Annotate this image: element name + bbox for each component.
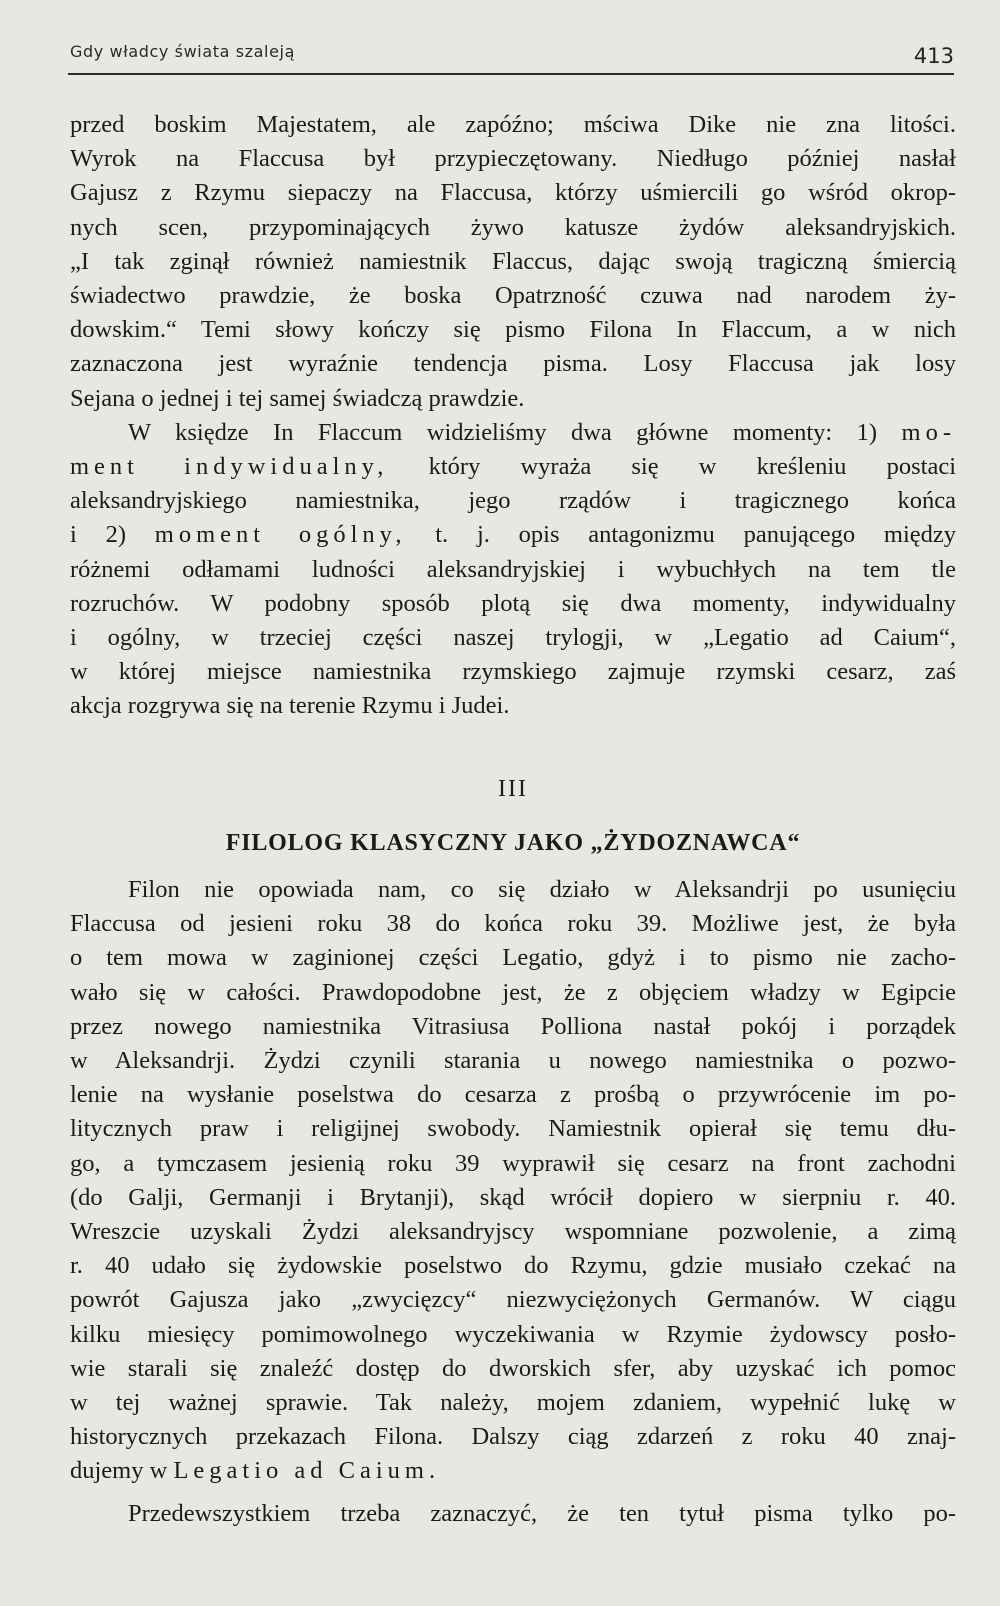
section-title: FILOLOG KLASYCZNY JAKO „ŻYDOZNAWCA“ <box>225 830 801 856</box>
spaced-text: moment ogólny, <box>154 521 407 549</box>
text-line: wało się w całości. Prawdopodobne jest, że z objęciem władzy w Egipcie <box>70 978 956 1006</box>
text-line: litycznych praw i religijnej swobody. Namiestnik opierał się temu dłu- <box>70 1115 956 1143</box>
text-line: kilku miesięcy pomimowolnego wyczekiwania w Rzymie żydowscy posło- <box>70 1320 956 1348</box>
text-line: o tem mowa w zaginionej części Legatio, gdyż i to pismo nie zacho- <box>70 944 956 972</box>
text-line: Wreszcie uzyskali Żydzi aleksandryjscy wspomniane pozwolenie, a zimą <box>70 1218 956 1246</box>
text-line: powrót Gajusza jako „zwycięzcy“ niezwyciężonych Germanów. W ciągu <box>70 1286 956 1314</box>
text-line: nych scen, przypominających żywo katusze żydów aleksandryjskich. <box>70 213 956 241</box>
text-line: w tej ważnej sprawie. Tak należy, mojem zdaniem, wypełnić lukę w <box>70 1389 956 1417</box>
text-line: Gajusz z Rzymu siepaczy na Flaccusa, którzy uśmiercili go wśród okrop- <box>70 179 956 207</box>
text-line: w Aleksandrji. Żydzi czynili starania u nowego namiestnika o pozwo- <box>70 1047 956 1075</box>
header-rule <box>68 73 954 75</box>
text-line: r. 40 udało się żydowskie poselstwo do Rzymu, gdzie musiało czekać na <box>70 1252 956 1280</box>
text-line: Flaccusa od jesieni roku 38 do końca roku 39. Możliwe jest, że była <box>70 910 956 938</box>
text-line: wie starali się znaleźć dostęp do dworskich sfer, aby uzyskać ich pomoc <box>70 1354 956 1382</box>
text-line: „I tak zginął również namiestnik Flaccus, dając swoją tragiczną śmiercią <box>70 247 956 275</box>
text-line <box>70 1454 956 1488</box>
text-run: t. j. opis antagonizmu panującego między <box>435 521 957 549</box>
text-line: Filon nie opowiada nam, co się działo w Aleksandrji po usunięciu <box>128 876 956 903</box>
text-line: historycznych przekazach Filona. Dalszy ciąg zdarzeń z roku 40 znaj- <box>70 1423 956 1451</box>
text-line: świadectwo prawdzie, że boska Opatrzność czuwa nad narodem ży- <box>70 282 956 310</box>
text-line <box>70 450 956 484</box>
text-line: (do Galji, Germanji i Brytanji), skąd wrócił dopiero w sierpniu r. 40. <box>70 1183 956 1211</box>
text-line: dowskim.“ Temi słowy kończy się pismo Filona In Flaccum, a w nich <box>70 316 956 344</box>
spaced-text: Legatio ad Caium. <box>173 1457 441 1485</box>
text-line: Wyrok na Flaccusa był przypieczętowany. Niedługo później nasłał <box>70 145 956 173</box>
text-line: różnemi odłamami ludności aleksandryjskiej i wybuchłych na tem tle <box>70 555 956 583</box>
spaced-text: ment indywidualny, <box>70 453 389 481</box>
text-line <box>70 518 956 552</box>
text-line: Sejana o jednej i tej samej świadczą prawdzie. <box>70 384 525 412</box>
text-run: i 2) <box>70 521 126 549</box>
text-line: rozruchów. W podobny sposób plotą się dwa momenty, indywidualny <box>70 589 956 617</box>
text-line: przed boskim Majestatem, ale zapóźno; mściwa Dike nie zna litości. <box>70 111 956 138</box>
spaced-text: mo- <box>901 418 956 446</box>
section-number: III <box>498 776 528 802</box>
text-line: i ogólny, w trzeciej części naszej trylogji, w „Legatio ad Caium“, <box>70 624 956 652</box>
text-line: Przedewszystkiem trzeba zaznaczyć, że ten tytuł pisma tylko po- <box>128 1499 956 1527</box>
page-number: 413 <box>913 44 954 68</box>
text-line: akcja rozgrywa się na terenie Rzymu i Judei. <box>70 692 510 720</box>
page-header <box>68 36 954 76</box>
text-line: w której miejsce namiestnika rzymskiego zajmuje rzymski cesarz, zaś <box>70 658 956 686</box>
text-run: który wyraża się w kreśleniu postaci <box>428 453 956 481</box>
text-line <box>70 416 956 450</box>
text-run: W księdze In Flaccum widzieliśmy dwa główne momenty: 1) <box>128 418 878 446</box>
body-text-lower <box>70 873 956 1531</box>
running-title: Gdy władcy świata szaleją <box>70 42 295 61</box>
text-line: lenie na wysłanie poselstwa do cesarza z prośbą o przywrócenie im po- <box>70 1081 956 1109</box>
body-text-upper <box>70 108 956 724</box>
text-line: aleksandryjskiego namiestnika, jego rządów i tragicznego końca <box>70 487 956 515</box>
text-line: zaznaczona jest wyraźnie tendencja pisma. Losy Flaccusa jak losy <box>70 350 956 378</box>
text-run: dujemy w <box>70 1457 168 1485</box>
text-line: przez nowego namiestnika Vitrasiusa Polliona nastał pokój i porządek <box>70 1012 956 1040</box>
text-line: go, a tymczasem jesienią roku 39 wyprawił się cesarz na front zachodni <box>70 1149 956 1177</box>
